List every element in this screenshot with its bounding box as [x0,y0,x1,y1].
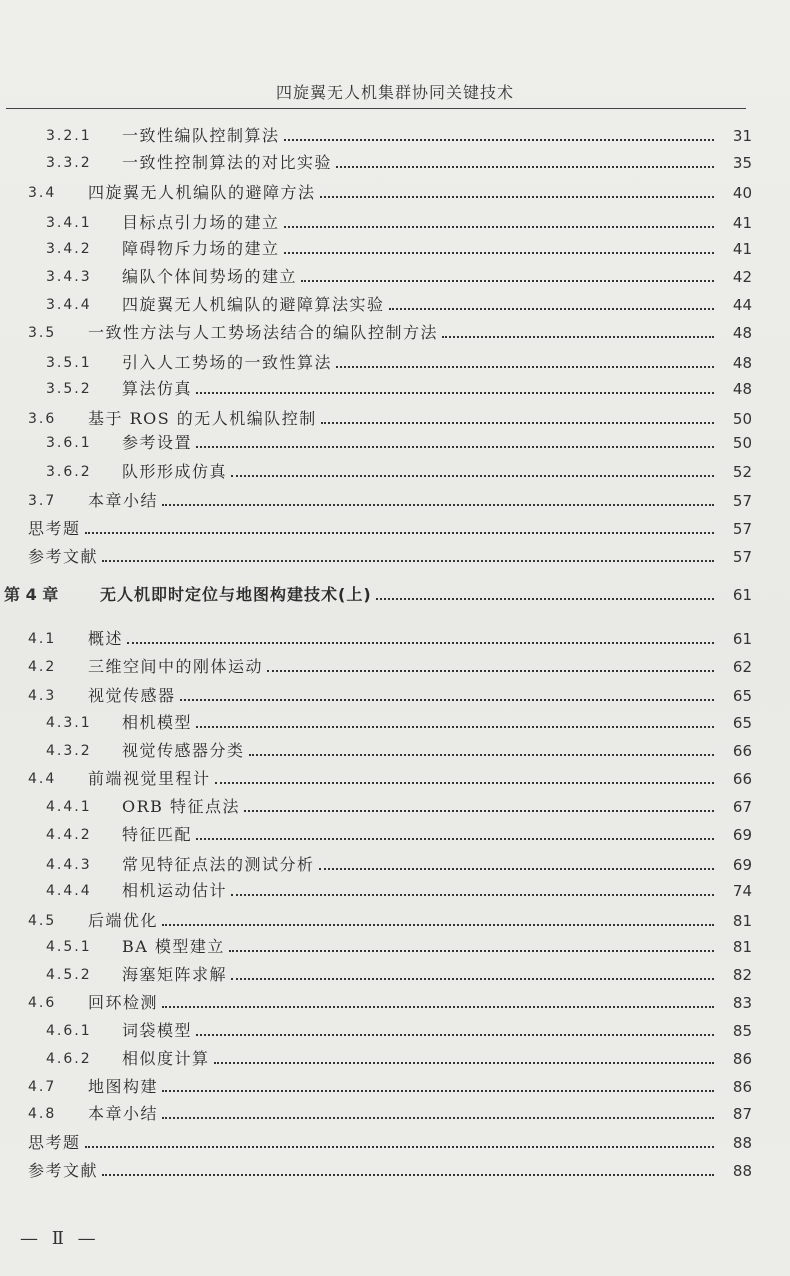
toc-dot-leader [249,754,714,756]
toc-dot-leader [376,598,714,600]
toc-entry-title: 相机模型 [122,713,193,732]
toc-entry-title: 一致性方法与人工势场法结合的编队控制方法 [88,323,439,342]
toc-entry-title: BA 模型建立 [122,937,225,956]
toc-entry[interactable] [46,877,752,905]
toc-dot-leader [102,560,714,562]
toc-entry-page: 86 [732,1050,752,1068]
toc-entry[interactable] [46,709,752,737]
toc-entry-number: 3.4 [28,185,57,201]
toc-entry-page: 61 [732,630,752,648]
toc-entry-number: 3.6 [28,411,57,427]
toc-entry[interactable] [46,263,752,291]
toc-entry[interactable] [28,179,752,207]
toc-entry-title: 视觉传感器分类 [122,741,245,760]
toc-entry-title: 特征匹配 [122,825,193,844]
toc-entry-page: 48 [732,354,752,372]
toc-dot-leader [196,1034,714,1036]
toc-entry-number: 4.7 [28,1079,57,1095]
header-rule [6,108,746,109]
toc-entry-page: 82 [732,966,752,984]
toc-entry-number: 4.3.1 [46,715,92,731]
toc-entry-title: 相似度计算 [122,1049,210,1068]
toc-entry-page: 81 [732,938,752,956]
toc-dot-leader [284,252,714,254]
toc-entry-title: 参考文献 [28,547,99,566]
toc-entry-title: 本章小结 [88,1104,159,1123]
toc-entry-page: 50 [732,410,752,428]
toc-entry-number: 3.4.2 [46,241,92,257]
toc-entry[interactable] [46,375,752,403]
toc-dot-leader [180,699,714,701]
toc-entry-number: 3.4.3 [46,269,92,285]
toc-entry-title: 障碍物斥力场的建立 [122,239,280,258]
toc-entry-title: 词袋模型 [122,1021,193,1040]
toc-entry-number: 第 4 章 [4,585,59,604]
toc-dot-leader [244,810,714,812]
toc-entry[interactable] [46,429,752,457]
toc-entry-title: 编队个体间势场的建立 [122,267,298,286]
toc-dot-leader [301,280,714,282]
toc-dot-leader [321,422,714,424]
toc-entry-page: 42 [732,268,752,286]
toc-entry-page: 69 [732,856,752,874]
toc-entry-page: 81 [732,912,752,930]
toc-entry[interactable] [46,349,752,377]
toc-entry-page: 48 [732,380,752,398]
toc-entry-title: 本章小结 [88,491,159,510]
toc-dot-leader [231,978,714,980]
toc-dot-leader [284,226,714,228]
toc-entry-title: 参考文献 [28,1161,99,1180]
toc-dot-leader [196,392,714,394]
toc-dot-leader [162,1117,714,1119]
toc-entry-page: 57 [732,492,752,510]
toc-dot-leader [196,446,714,448]
toc-entry-page: 67 [732,798,752,816]
toc-entry[interactable] [46,122,752,150]
toc-entry-page: 87 [732,1105,752,1123]
toc-entry[interactable] [28,682,752,710]
toc-entry-page: 69 [732,826,752,844]
toc-entry-title: 后端优化 [88,911,159,930]
toc-entry[interactable] [46,149,752,177]
toc-entry-number: 4.8 [28,1106,57,1122]
toc-entry-title: 四旋翼无人机编队的避障方法 [88,183,316,202]
toc-entry-title: 算法仿真 [122,379,193,398]
toc-entry-number: 3.4.4 [46,297,92,313]
toc-entry-page: 62 [732,658,752,676]
toc-dot-leader [336,366,714,368]
toc-entry-page: 88 [732,1162,752,1180]
toc-entry-title: 视觉传感器 [88,686,176,705]
toc-entry-number: 4.6.2 [46,1051,92,1067]
toc-entry-title: 思考题 [28,519,81,538]
toc-entry-title: 常见特征点法的测试分析 [122,855,315,874]
toc-entry-title: 队形形成仿真 [122,462,228,481]
toc-entry-page: 74 [732,882,752,900]
toc-entry[interactable] [28,1100,752,1128]
toc-entry[interactable] [28,543,752,571]
toc-entry[interactable] [28,1073,752,1101]
toc-entry-number: 4.4.4 [46,883,92,899]
toc-entry-title: 引入人工势场的一致性算法 [122,353,333,372]
toc-entry-page: 88 [732,1134,752,1152]
toc-entry-title: 参考设置 [122,433,193,452]
toc-dot-leader [196,726,714,728]
toc-entry[interactable] [46,737,752,765]
toc-dot-leader [162,1006,714,1008]
toc-entry-number: 4.1 [28,631,57,647]
toc-entry-title: 一致性编队控制算法 [122,126,280,145]
toc-entry[interactable] [46,209,752,237]
toc-entry-number: 3.7 [28,493,57,509]
toc-entry-number: 4.6 [28,995,57,1011]
toc-entry[interactable] [28,765,752,793]
toc-entry-title: 回环检测 [88,993,159,1012]
toc-entry-title: 概述 [88,629,124,648]
toc-entry-page: 86 [732,1078,752,1096]
toc-entry[interactable] [28,487,752,515]
toc-entry-title: 地图构建 [88,1077,159,1096]
toc-entry-title: 四旋翼无人机编队的避障算法实验 [122,295,385,314]
toc-entry-title: 目标点引力场的建立 [122,213,280,232]
toc-entry[interactable] [28,1129,752,1157]
toc-entry-number: 4.4.3 [46,857,92,873]
toc-entry-number: 3.5.2 [46,381,92,397]
toc-entry-title: 基于 ROS 的无人机编队控制 [88,409,317,428]
toc-entry[interactable] [28,653,752,681]
page-number: — Ⅱ — [20,1228,100,1249]
toc-entry-number: 4.4 [28,771,57,787]
toc-entry[interactable] [46,793,752,821]
toc-dot-leader [85,532,714,534]
toc-dot-leader [231,894,714,896]
toc-entry-number: 3.5.1 [46,355,92,371]
toc-entry[interactable] [46,961,752,989]
toc-dot-leader [319,868,714,870]
toc-entry-number: 3.2.1 [46,128,92,144]
toc-entry-page: 52 [732,463,752,481]
toc-dot-leader [162,1090,714,1092]
toc-entry[interactable] [28,989,752,1017]
toc-dot-leader [442,336,714,338]
toc-dot-leader [267,670,714,672]
toc-entry[interactable] [28,907,752,935]
toc-dot-leader [162,504,714,506]
toc-entry-number: 3.6.1 [46,435,92,451]
toc-entry-page: 40 [732,184,752,202]
toc-entry[interactable] [46,235,752,263]
toc-chapter-entry[interactable] [4,581,752,609]
toc-entry-title: 前端视觉里程计 [88,769,211,788]
toc-entry-page: 65 [732,714,752,732]
toc-dot-leader [196,838,714,840]
toc-dot-leader [214,1062,714,1064]
toc-entry-number: 4.3 [28,688,57,704]
toc-entry-title: 无人机即时定位与地图构建技术(上) [100,585,372,604]
toc-entry[interactable] [46,933,752,961]
toc-entry-page: 31 [732,127,752,145]
toc-entry-title: 思考题 [28,1133,81,1152]
toc-entry-page: 48 [732,324,752,342]
toc-entry-number: 4.5 [28,913,57,929]
toc-dot-leader [336,166,714,168]
toc-entry-page: 57 [732,520,752,538]
toc-entry-page: 65 [732,687,752,705]
toc-dot-leader [162,924,714,926]
toc-entry-number: 3.3.2 [46,155,92,171]
toc-entry[interactable] [46,851,752,879]
toc-entry-number: 4.4.2 [46,827,92,843]
toc-entry-number: 3.5 [28,325,57,341]
toc-entry-page: 44 [732,296,752,314]
toc-entry-page: 66 [732,770,752,788]
toc-entry[interactable] [28,1157,752,1185]
toc-entry-page: 41 [732,214,752,232]
toc-dot-leader [229,950,714,952]
toc-entry[interactable] [46,458,752,486]
toc-entry-number: 3.4.1 [46,215,92,231]
toc-entry[interactable] [46,291,752,319]
toc-entry[interactable] [46,821,752,849]
toc-entry-title: 相机运动估计 [122,881,228,900]
toc-dot-leader [389,308,714,310]
toc-dot-leader [127,642,714,644]
toc-entry[interactable] [46,1045,752,1073]
toc-dot-leader [85,1146,714,1148]
toc-entry-page: 35 [732,154,752,172]
toc-entry-title: 海塞矩阵求解 [122,965,228,984]
toc-entry-page: 83 [732,994,752,1012]
toc-entry-number: 4.4.1 [46,799,92,815]
toc-entry[interactable] [28,515,752,543]
toc-entry-number: 4.5.2 [46,967,92,983]
toc-dot-leader [102,1174,714,1176]
toc-entry-number: 3.6.2 [46,464,92,480]
toc-dot-leader [320,196,714,198]
toc-entry-page: 66 [732,742,752,760]
toc-dot-leader [215,782,714,784]
toc-entry-title: 三维空间中的刚体运动 [88,657,264,676]
toc-entry-page: 50 [732,434,752,452]
toc-entry[interactable] [46,1017,752,1045]
toc-entry-number: 4.3.2 [46,743,92,759]
toc-entry-title: ORB 特征点法 [122,797,241,816]
toc-entry-number: 4.2 [28,659,57,675]
toc-entry-number: 4.5.1 [46,939,92,955]
toc-entry-title: 一致性控制算法的对比实验 [122,153,333,172]
toc-entry-page: 57 [732,548,752,566]
toc-entry-page: 41 [732,240,752,258]
running-header-title: 四旋翼无人机集群协同关键技术 [275,83,514,102]
toc-dot-leader [284,139,714,141]
toc-entry-page: 85 [732,1022,752,1040]
toc-entry-page: 61 [732,586,752,604]
toc-entry[interactable] [28,319,752,347]
toc-dot-leader [231,475,714,477]
toc-entry-number: 4.6.1 [46,1023,92,1039]
toc-entry[interactable] [28,625,752,653]
